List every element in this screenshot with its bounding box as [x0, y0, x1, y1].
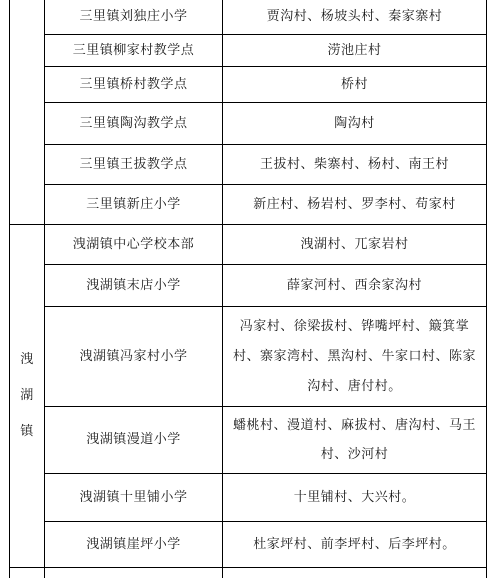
table-row — [10, 474, 487, 522]
villages-cell: 涝池庄村 — [223, 35, 487, 67]
villages-cell: 桥村 — [223, 67, 487, 103]
table-row — [10, 35, 487, 67]
table-row-cutoff — [10, 568, 487, 578]
school-name-cell: 洩湖镇冯家村小学 — [45, 307, 223, 407]
table-cell-empty — [45, 568, 223, 578]
school-name-cell: 三里镇柳家村教学点 — [45, 35, 223, 67]
school-name-cell: 洩湖镇漫道小学 — [45, 407, 223, 474]
table-row — [10, 67, 487, 103]
table-row — [10, 265, 487, 307]
villages-cell: 陶沟村 — [223, 103, 487, 145]
villages-cell: 蟠桃村、漫道村、麻拔村、唐沟村、马王村、沙河村 — [223, 407, 487, 474]
table-row — [10, 307, 487, 407]
town-name-cell — [10, 225, 45, 568]
villages-cell: 洩湖村、兀家岩村 — [223, 225, 487, 265]
villages-cell: 王拔村、柴寨村、杨村、南王村 — [223, 145, 487, 185]
town-name: 洩湖镇 — [20, 352, 34, 439]
villages-cell: 十里铺村、大兴村。 — [223, 474, 487, 522]
table-row — [10, 522, 487, 568]
school-name-cell: 三里镇刘独庄小学 — [45, 0, 223, 35]
table-row — [10, 407, 487, 474]
school-district-table — [9, 0, 487, 578]
villages-cell: 贾沟村、杨坡头村、秦家寨村 — [223, 0, 487, 35]
school-name-cell: 洩湖镇中心学校本部 — [45, 225, 223, 265]
table-row — [10, 145, 487, 185]
school-name-cell: 洩湖镇末店小学 — [45, 265, 223, 307]
school-name-cell: 三里镇桥村教学点 — [45, 67, 223, 103]
villages-cell: 薛家河村、西余家沟村 — [223, 265, 487, 307]
school-name-cell: 三里镇陶沟教学点 — [45, 103, 223, 145]
table-row — [10, 103, 487, 145]
table-row — [10, 185, 487, 225]
table-row — [10, 225, 487, 265]
villages-cell: 杜家坪村、前李坪村、后李坪村。 — [223, 522, 487, 568]
school-name-cell: 三里镇新庄小学 — [45, 185, 223, 225]
school-name-cell: 洩湖镇崖坪小学 — [45, 522, 223, 568]
table-cell-empty — [10, 568, 45, 578]
table-cell-empty — [223, 568, 487, 578]
villages-cell: 新庄村、杨岩村、罗李村、苟家村 — [223, 185, 487, 225]
table-row — [10, 0, 487, 35]
town-cell-continued — [10, 0, 45, 225]
school-name-cell: 洩湖镇十里铺小学 — [45, 474, 223, 522]
school-name-cell: 三里镇王拔教学点 — [45, 145, 223, 185]
villages-cell: 冯家村、徐梁拔村、铧嘴坪村、簸箕掌村、寨家湾村、黑沟村、牛家口村、陈家沟村、唐付村。 — [223, 307, 487, 407]
